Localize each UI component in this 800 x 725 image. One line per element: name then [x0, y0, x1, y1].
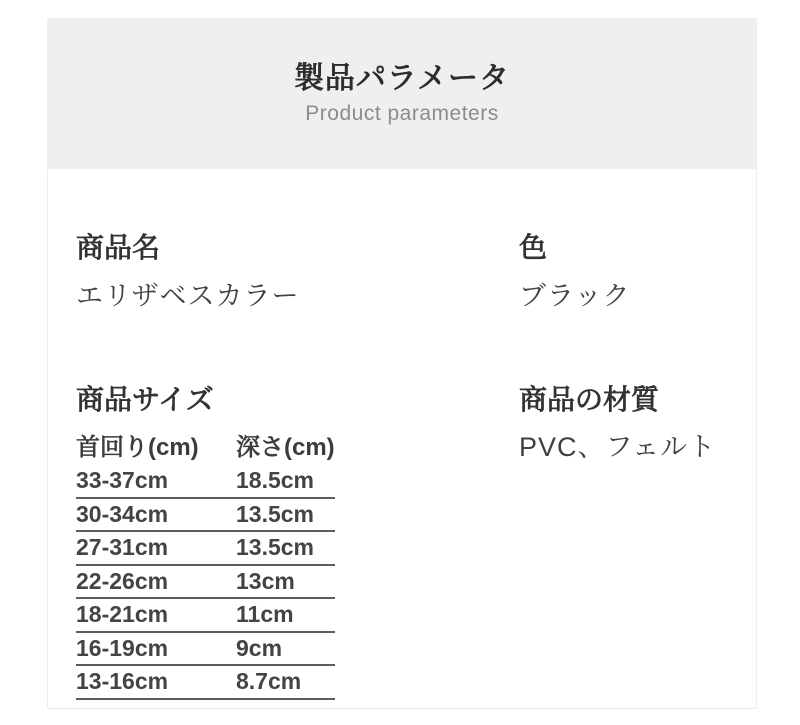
table-row	[76, 566, 335, 600]
column-header-depth: 深さ(cm)	[236, 433, 335, 461]
header-panel	[47, 18, 757, 169]
cell-neck: 33-37cm	[76, 467, 169, 494]
page-title: 製品パラメータ	[293, 61, 511, 95]
size-table	[76, 423, 335, 700]
cell-depth: 9cm	[236, 634, 283, 661]
column-header-neck: 首回り(cm)	[76, 433, 199, 461]
cell-depth: 13.5cm	[236, 500, 315, 527]
material-label: 商品の材質	[519, 384, 660, 415]
table-row	[76, 465, 335, 499]
cell-depth: 18.5cm	[236, 467, 315, 494]
cell-depth: 8.7cm	[236, 668, 302, 695]
table-row	[76, 532, 335, 566]
size-table-header	[76, 423, 335, 465]
color-value: ブラック	[519, 281, 631, 311]
cell-depth: 13.5cm	[236, 534, 315, 561]
product-name-label: 商品名	[76, 232, 161, 263]
material-value: PVC、フェルト	[519, 432, 717, 462]
product-name-value: エリザベスカラー	[76, 281, 300, 311]
table-row	[76, 499, 335, 533]
cell-neck: 22-26cm	[76, 567, 169, 594]
cell-neck: 27-31cm	[76, 534, 169, 561]
cell-neck: 16-19cm	[76, 634, 169, 661]
cell-neck: 13-16cm	[76, 668, 169, 695]
cell-depth: 13cm	[236, 567, 295, 594]
page-subtitle: Product parameters	[305, 101, 499, 125]
product-size-label: 商品サイズ	[76, 384, 214, 415]
table-row	[76, 666, 335, 700]
parameters-card	[47, 169, 757, 709]
cell-neck: 18-21cm	[76, 601, 169, 628]
color-label: 色	[519, 232, 548, 263]
cell-neck: 30-34cm	[76, 500, 169, 527]
table-row	[76, 633, 335, 667]
table-row	[76, 599, 335, 633]
cell-depth: 11cm	[236, 601, 294, 628]
